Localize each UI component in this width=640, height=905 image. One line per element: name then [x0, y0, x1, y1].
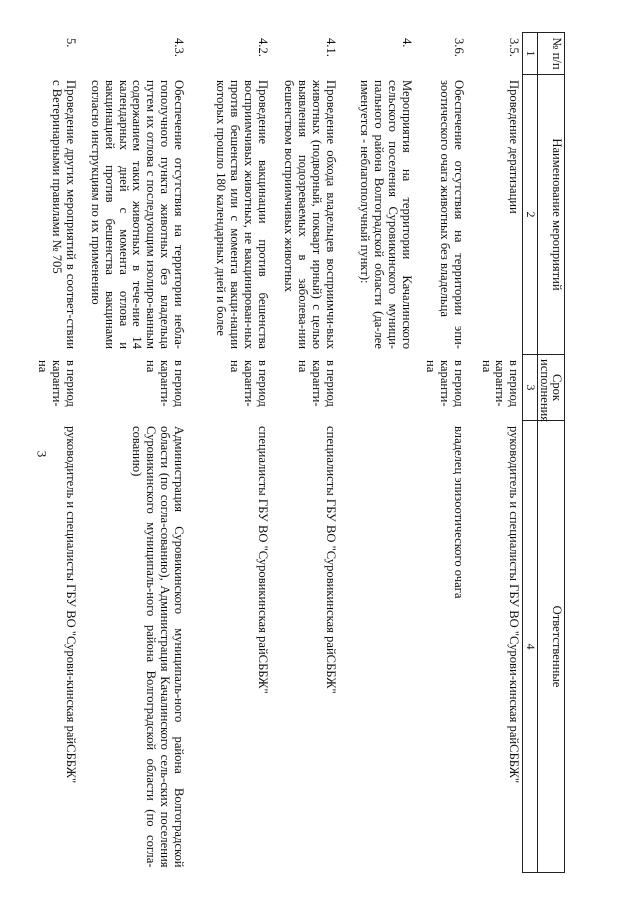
row-term: в период каранти-на	[479, 360, 522, 407]
row-measure: Проведение дератизации	[507, 80, 522, 214]
column-number: 1	[523, 33, 538, 75]
table-header-row	[538, 33, 565, 873]
row-responsible: специалисты ГБУ ВО "Суровикинская райСББЖ"	[323, 426, 338, 694]
table-row	[187, 33, 271, 873]
row-number: 4.1.	[323, 38, 338, 57]
row-term: в период каранти-на	[228, 360, 270, 407]
column-number: 2	[523, 75, 538, 355]
table-row	[467, 33, 523, 873]
header-responsible: Ответственные	[538, 421, 565, 873]
row-measure: Обеспечение отсутствия на территории небла-гополучного пункта животных без владельца путем их отлова с последующим изолиро-ванным содержанием таких животных в тече-ние 14 календарных дней с момента отлова и вакцинацией против бешенства вакцинами согласно инструкциям по их применению	[88, 80, 186, 349]
header-term: Срок исполнения	[538, 355, 565, 421]
table-row	[30, 33, 78, 873]
row-responsible: руководитель и специалисты ГБУ ВО "Сурови-кинская райСББЖ"	[63, 426, 78, 784]
row-term: в период каранти-на	[144, 360, 186, 407]
row-responsible	[339, 421, 415, 873]
table-row	[79, 33, 187, 873]
table-row	[415, 33, 467, 873]
table-row	[339, 33, 415, 873]
row-measure: Проведение других мероприятий в соответ-ствии с Ветеринарными правилами № 705	[49, 80, 78, 349]
row-term: в период каранти-на	[424, 360, 466, 407]
measures-table	[30, 32, 565, 873]
table-row	[271, 33, 339, 873]
row-measure: Мероприятия на территории Качалинского сельского поселения Суровикинского муници-пального района Волгоградской области (да-лее именуется - неблагополучный пункт):	[358, 80, 414, 349]
header-num: № п/п	[538, 33, 565, 75]
row-term: в период каранти-на	[296, 360, 338, 407]
column-number: 4	[523, 421, 538, 873]
row-number: 4.3.	[171, 38, 186, 57]
row-number: 3.5.	[507, 38, 522, 57]
table-column-numbers-row	[523, 33, 538, 873]
row-measure: Обеспечение отсутствия на территории эпи-зоотического очага животных без владельца	[437, 80, 466, 349]
header-name: Наименование мероприятий	[538, 75, 565, 355]
rotated-table-region	[36, 32, 565, 872]
row-responsible: специалисты ГБУ ВО "Суровикинская райСББЖ"	[255, 426, 270, 694]
row-number: 3.6.	[451, 38, 466, 57]
row-number: 4.2.	[255, 38, 270, 57]
row-responsible: руководитель и специалисты ГБУ ВО "Сурови-кинская райСББЖ"	[507, 426, 522, 784]
row-term	[339, 355, 415, 421]
row-responsible: владелец эпизоотического очага	[451, 426, 466, 599]
row-number: 4.	[399, 38, 414, 48]
page-number: 3	[34, 450, 50, 458]
row-responsible: Администрация Суровикинского муниципаль-ного района Волгоградской области (по согла-сованию), Администрация Качалинского сель-ских поселения Суровикинского муниципаль-ного района Волгоградской области (по согла-сованию)	[130, 426, 186, 868]
column-number: 3	[523, 355, 538, 421]
row-measure: Проведение обхода владельцев восприимчи-вых животных (подворный, покварт ирный) с целью выявления подозреваемых в заболева-нии бешенством восприимчивых животных	[282, 80, 338, 349]
row-number: 5.	[63, 38, 78, 48]
row-measure: Проведение вакцинации против бешенства восприимчивых животных, не вакцинирован-ных против бешенства или с момента вакци-нации которых прошло 180 календарных дней и более	[214, 80, 270, 349]
row-term: в период каранти-на	[36, 360, 78, 407]
